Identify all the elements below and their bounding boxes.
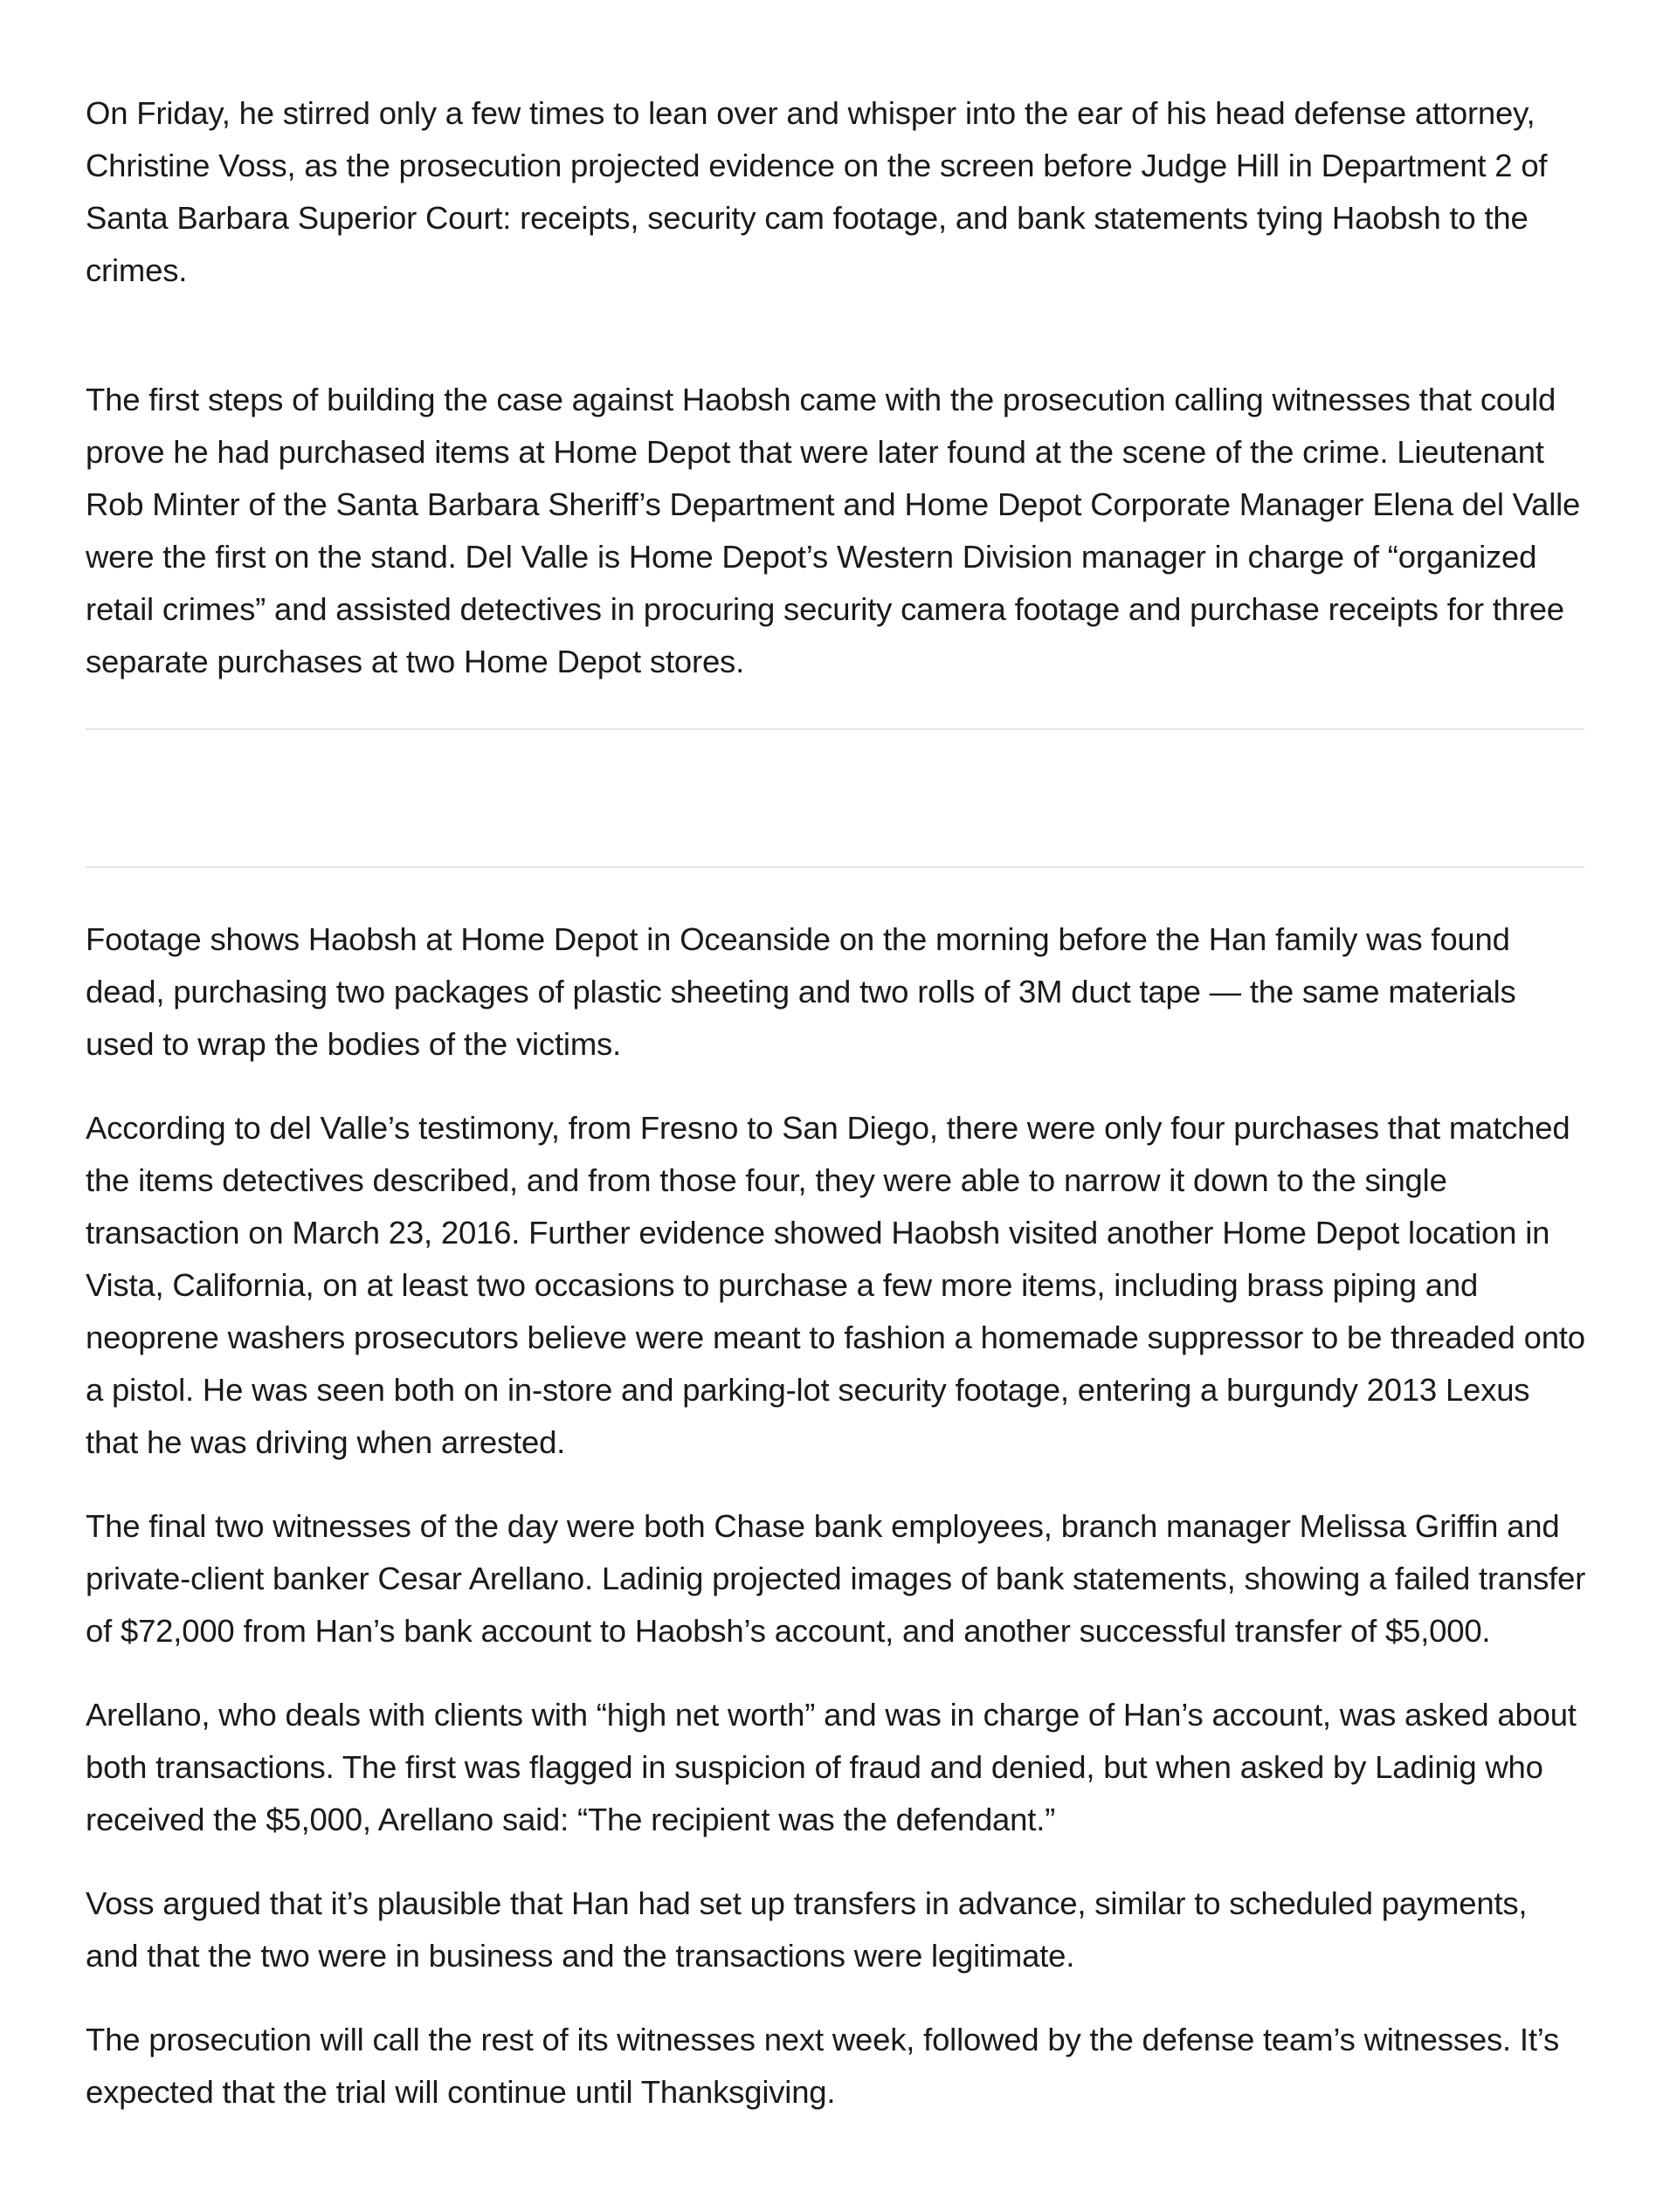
article-body [86, 87, 1588, 2119]
paragraph-4: According to del Valle’s testimony, from Fresno to San Diego, there were only four purchases that matched the items detectives described, and from those four, they were able to narrow it down to the single transaction on March 23, 2016. Further evidence showed Haobsh visited another Home Depot location in Vista, California, on at least two occasions to purchase a few more items, including brass piping and neoprene washers prosecutors believe were meant to fashion a homemade suppressor to be threaded onto a pistol. He was seen both on in-store and parking-lot security footage, entering a burgundy 2013 Lexus that he was driving when arrested. [86, 1110, 1585, 1460]
paragraph-7: Voss argued that it’s plausible that Han had set up transfers in advance, similar to scheduled payments, and that the two were in business and the transactions were legitimate. [86, 1885, 1528, 1974]
paragraph-5: The final two witnesses of the day were both Chase bank employees, branch manager Melissa Griffin and private-client banker Cesar Arellano. Ladinig projected images of bank statements, showing a failed transfer of $72,000 from Han’s bank account to Haobsh’s account, and another successful transfer of $5,000. [86, 1508, 1586, 1649]
paragraph-1: On Friday, he stirred only a few times to lean over and whisper into the ear of his head defense attorney, Christine Voss, as the prosecution projected evidence on the screen before Judge Hill in Department 2 of Santa Barbara Superior Court: receipts, security cam footage, and bank statements tying Haobsh to the crimes. [86, 95, 1548, 288]
paragraph-3: Footage shows Haobsh at Home Depot in Oceanside on the morning before the Han family was found dead, purchasing two packages of plastic sheeting and two rolls of 3M duct tape — the same materials used to wrap the bodies of the victims. [86, 921, 1516, 1062]
paragraph-6: Arellano, who deals with clients with “high net worth” and was in charge of Han’s account, was asked about both transactions. The first was flagged in suspicion of fraud and denied, but when asked by Ladinig who received the $5,000, Arellano said: “The recipient was the defendant.” [86, 1697, 1577, 1837]
paragraph-2: The first steps of building the case against Haobsh came with the prosecution calling witnesses that could prove he had purchased items at Home Depot that were later found at the scene of the crime. Lieutenant Rob Minter of the Santa Barbara Sheriff’s Department and Home Depot Corporate Manager Elena del Valle were the first on the stand. Del Valle is Home Depot’s Western Division manager in charge of “organized retail crimes” and assisted detectives in procuring security camera footage and purchase receipts for three separate purchases at two Home Depot stores. [86, 382, 1581, 679]
ad-divider-bottom [86, 866, 1584, 868]
paragraph-8: The prosecution will call the rest of its witnesses next week, followed by the defense team’s witnesses. It’s expected that the trial will continue until Thanksgiving. [86, 2022, 1560, 2110]
ad-slot-placeholder [86, 730, 1588, 866]
